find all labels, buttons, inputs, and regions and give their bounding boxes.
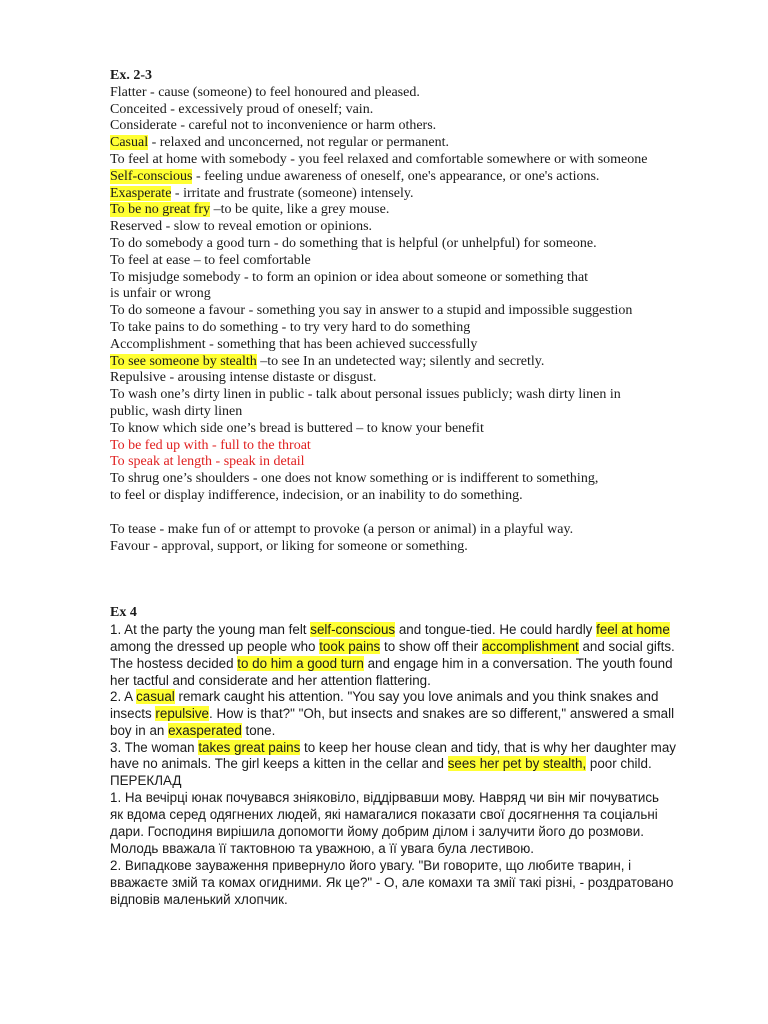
text-segment: to show off their [380,638,482,654]
text-line [110,438,710,455]
highlighted-term: self-conscious [310,622,396,638]
text-segment: - feeling undue awareness of oneself, one's appearance, or one's actions. [192,168,600,184]
text-segment: Conceited - excessively proud of oneself; vain. [110,101,374,117]
text-segment: Considerate - careful not to inconvenience or harm others. [110,118,437,134]
ex23-vocabulary-list [110,85,710,505]
text-segment: 2. A [110,689,137,705]
text-segment: The hostess decided [110,655,238,671]
text-line [110,522,710,539]
text-line [110,673,710,690]
text-segment: Favour - approval, support, or liking for someone or something. [110,538,468,554]
ex23-heading: Ex. 2-3 [110,68,152,83]
text-line [110,454,710,471]
text-segment: tone. [241,722,276,738]
highlighted-term: To see someone by stealth [110,353,257,369]
text-segment: her tactful and considerate and her attention flattering. [110,672,431,688]
text-line [110,286,710,303]
highlighted-term: Exasperate [110,185,172,201]
text-segment: –to be quite, like a grey mouse. [210,202,390,218]
text-line [110,303,710,320]
text-segment: 3. The woman [110,739,199,755]
text-line [110,858,710,875]
text-segment: among the dressed up people who [110,638,320,654]
text-segment: дари. Господиня вирішила допомогти йому добрим ділом і залучити його до розмови. [110,823,644,839]
highlighted-term: Casual [110,135,149,151]
text-line [110,723,710,740]
text-segment: To feel at home with somebody - you feel relaxed and comfortable somewhere or with someone [110,151,648,167]
text-line [110,488,710,505]
text-line [110,370,710,387]
text-segment: boy in an [110,722,169,738]
text-segment: як вдома серед одягнених людей, які намагалися показати свої досягнення та соціальні [110,806,658,822]
ex4-exercise-text [110,622,710,790]
text-segment: poor child. [586,756,652,772]
text-line [110,639,710,656]
text-line [110,253,710,270]
text-segment: 1. At the party the young man felt [110,622,311,638]
text-line [110,875,710,892]
text-line [110,354,710,371]
text-segment: To misjudge somebody - to form an opinion or idea about someone or something that [110,269,589,285]
text-line [110,807,710,824]
text-line [110,186,710,203]
text-segment: Reserved - slow to reveal emotion or opinions. [110,219,373,235]
text-segment: and engage him in a conversation. The youth found [363,655,673,671]
spacer [110,505,710,522]
text-line [110,539,710,556]
highlighted-term: sees her pet by stealth, [447,756,587,772]
text-line [110,169,710,186]
text-line [110,892,710,909]
text-segment: 2. Випадкове зауваження привернуло його увагу. "Ви говорите, що любите тварин, і [110,857,632,873]
text-line [110,85,710,102]
text-segment: . How is that?" "Oh, but insects and snakes are so different," answered a small [209,706,675,722]
highlighted-term: takes great pains [198,739,301,755]
highlighted-term: exasperated [168,722,242,738]
text-segment: To do somebody a good turn - do something that is helpful (or unhelpful) for someone. [110,235,597,251]
text-segment: To take pains to do something - to try very hard to do something [110,319,471,335]
highlighted-term: To be no great fry [110,202,211,218]
text-segment: - irritate and frustrate (someone) intensely. [171,185,414,201]
text-segment: is unfair or wrong [110,286,211,302]
text-line [110,219,710,236]
text-segment: have no animals. The girl keeps a kitten in the cellar and [110,756,448,772]
text-segment: –to see In an undetected way; silently and secretly. [256,353,545,369]
text-line [110,236,710,253]
text-line [110,656,710,673]
text-segment: 1. На вечірці юнак почувався зніяковіло, віддірвавши мову. Навряд чи він міг почуватись [110,790,660,806]
text-line [110,135,710,152]
text-segment: to feel or display indifference, indecision, or an inability to do something. [110,487,523,503]
text-line [110,740,710,757]
spacer [110,555,710,605]
text-segment: ПЕРЕКЛАД [110,773,182,789]
text-segment: and tongue-tied. He could hardly [395,622,597,638]
text-line [110,404,710,421]
text-segment: вважаєте змій та комах огидними. Як це?" - О, але комахи та змії такі різні, - роздратовано [110,874,674,890]
text-segment: To tease - make fun of or attempt to provoke (a person or animal) in a playful way. [110,521,574,537]
text-segment: To know which side one’s bread is buttered – to know your benefit [110,420,484,436]
text-segment: to keep her house clean and tidy, that is why her daughter may [300,739,676,755]
document-page [110,68,710,908]
text-segment: To do someone a favour - something you say in answer to a stupid and impossible suggestion [110,303,633,319]
highlighted-term: repulsive [155,706,209,722]
ex23-vocabulary-list-extra [110,522,710,556]
text-segment: Flatter - cause (someone) to feel honoured and pleased. [110,84,420,100]
red-text: To be fed up with - full to the throat [110,437,311,453]
text-line [110,270,710,287]
text-line [110,756,710,773]
text-segment: To wash one’s dirty linen in public - talk about personal issues publicly; wash dirty linen in [110,387,621,403]
highlighted-term: accomplishment [481,638,579,654]
text-segment: - relaxed and unconcerned, not regular or permanent. [148,135,449,151]
text-line [110,387,710,404]
text-line [110,320,710,337]
text-line [110,152,710,169]
text-line [110,421,710,438]
text-line [110,824,710,841]
ex4-heading: Ex 4 [110,605,137,621]
text-segment: Repulsive - arousing intense distaste or disgust. [110,370,377,386]
text-line [110,689,710,706]
highlighted-term: feel at home [596,622,670,638]
text-line [110,202,710,219]
text-line [110,773,710,790]
text-segment: public, wash dirty linen [110,403,243,419]
text-segment: and social gifts. [578,638,675,654]
text-segment: Accomplishment - something that has been achieved successfully [110,336,478,352]
text-segment: Молодь вважала її тактовною та уважною, а її увага була лестивою. [110,840,534,856]
text-line [110,471,710,488]
text-segment: відповів маленький хлопчик. [110,891,288,907]
text-line [110,841,710,858]
text-segment: To feel at ease – to feel comfortable [110,252,311,268]
text-line [110,102,710,119]
text-line [110,706,710,723]
highlighted-term: to do him a good turn [237,655,364,671]
text-segment: insects [110,706,156,722]
text-segment: To shrug one’s shoulders - one does not know something or is indifferent to something, [110,471,599,487]
text-line [110,337,710,354]
highlighted-term: took pains [319,638,381,654]
red-text: To speak at length - speak in detail [110,454,305,470]
text-line [110,622,710,639]
text-line [110,790,710,807]
ex4-translation-text [110,790,710,908]
highlighted-term: casual [136,689,175,705]
text-segment: remark caught his attention. "You say you love animals and you think snakes and [174,689,659,705]
highlighted-term: Self-conscious [110,168,193,184]
text-line [110,118,710,135]
